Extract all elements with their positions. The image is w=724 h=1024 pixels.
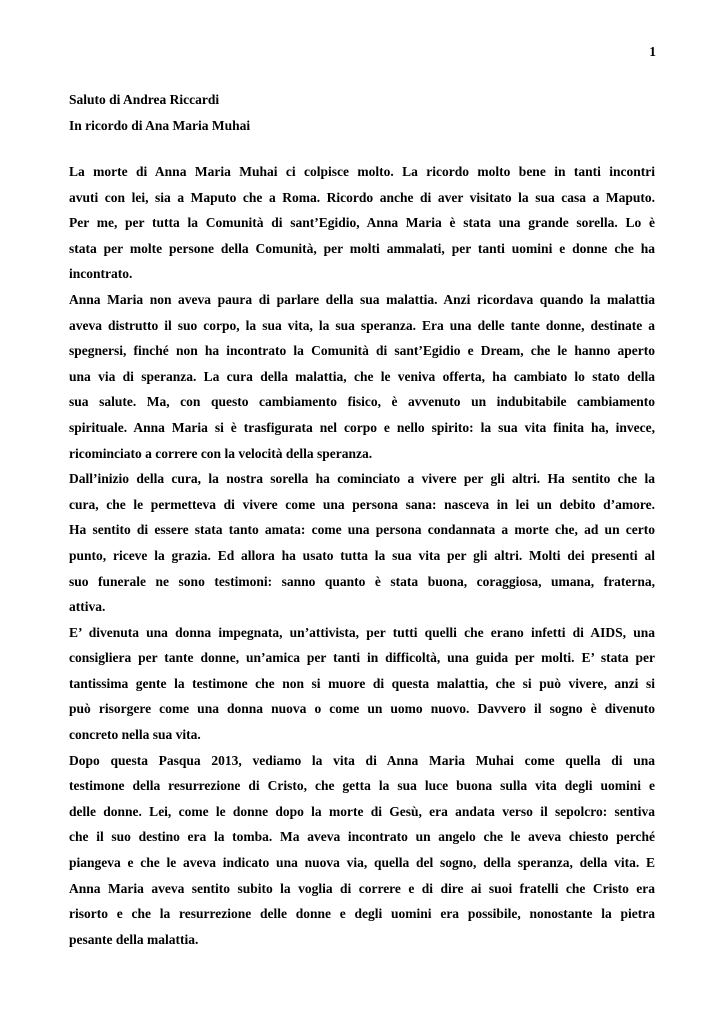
text-line: Ha sentito di essere stata tanto amata: come una persona condannata a morte che, ad un certo <box>69 522 655 538</box>
text-line: Per me, per tutta la Comunità di sant’Egidio, Anna Maria è stata una grande sorella. Lo è <box>69 215 655 231</box>
text-line: Anna Maria non aveva paura di parlare della sua malattia. Anzi ricordava quando la malattia <box>69 291 655 307</box>
letter-body <box>69 159 655 952</box>
text-line: consigliera per tante donne, un’amica per tanti in difficoltà, una guida per molti. E’ stata per <box>69 650 655 666</box>
text-line: Dopo questa Pasqua 2013, vediamo la vita di Anna Maria Muhai come quella di una <box>69 752 655 768</box>
text-line: La morte di Anna Maria Muhai ci colpisce molto. La ricordo molto bene in tanti incontri <box>69 164 655 179</box>
text-line: Dall’inizio della cura, la nostra sorella ha cominciato a vivere per gli altri. Ha sentito che la <box>69 471 655 487</box>
text-line: pesante della malattia. <box>69 931 199 947</box>
text-line: tantissima gente la testimone che non si muore di questa malattia, che si può vivere, anzi si <box>69 675 655 691</box>
text-line: suo funerale ne sono testimoni: sanno quanto è stata buona, coraggiosa, umana, fraterna, <box>69 573 655 589</box>
text-line: E’ divenuta una donna impegnata, un’attivista, per tutti quelli che erano infetti di AIDS, una <box>69 624 655 640</box>
text-line: punto, riceve la grazia. Ed allora ha usato tutta la sua vita per gli altri. Molti dei presenti al <box>69 547 655 563</box>
text-line: spirituale. Anna Maria si è trasfigurata nel corpo e nello spirito: la sua vita finita ha, invece, <box>69 419 655 435</box>
text-line: spegnersi, finché non ha incontrato la Comunità di sant’Egidio e Dream, che le hanno aperto <box>69 343 655 359</box>
paragraph <box>69 748 655 953</box>
paragraph <box>69 466 655 620</box>
text-line: testimone della resurrezione di Cristo, che getta la sua luce buona sulla vita degli uomini e <box>69 778 655 794</box>
text-line: che il suo destino era la tomba. Ma aveva incontrato un angelo che le aveva chiesto perché <box>69 829 655 845</box>
text-line: incontrato. <box>69 266 133 282</box>
text-line: attiva. <box>69 599 106 615</box>
text-line: può risorgere come una donna nuova o come un uomo nuovo. Davvero il sogno è divenuto <box>69 701 655 717</box>
text-line: aveva distrutto il suo corpo, la sua vita, la sua speranza. Era una delle tante donne, destinate a <box>69 317 655 333</box>
paragraph <box>69 159 655 287</box>
paragraph <box>69 287 655 466</box>
text-line: una via di speranza. La cura della malattia, che le veniva offerta, ha cambiato lo stato della <box>69 368 655 384</box>
greeting-title: Saluto di Andrea Riccardi <box>69 92 220 107</box>
text-line: risorto e che la resurrezione delle donne e degli uomini era possibile, nonostante la pietra <box>69 906 655 922</box>
text-line: cura, che le permetteva di vivere come una persona sana: nasceva in lei un debito d’amore. <box>69 496 655 512</box>
page-number: 1 <box>649 44 656 59</box>
memorial-subtitle: In ricordo di Ana Maria Muhai <box>69 117 251 133</box>
text-line: sua salute. Ma, con questo cambiamento fisico, è avvenuto un indubitabile cambiamento <box>69 394 655 410</box>
text-line: stata per molte persone della Comunità, per molti ammalati, per tanti uomini e donne che ha <box>69 240 655 256</box>
text-line: Anna Maria aveva sentito subito la voglia di correre e di dire ai suoi fratelli che Cristo era <box>69 880 655 896</box>
text-line: delle donne. Lei, come le donne dopo la morte di Gesù, era andata verso il sepolcro: sentiva <box>69 803 655 819</box>
text-line: avuti con lei, sia a Maputo che a Roma. Ricordo anche di aver visitato la sua casa a Maputo. <box>69 189 655 205</box>
text-line: piangeva e che le aveva indicato una nuova via, quella del sogno, della speranza, della vita. E <box>69 855 655 871</box>
paragraph <box>69 620 655 748</box>
text-line: concreto nella sua vita. <box>69 727 201 743</box>
document-header <box>69 87 655 138</box>
text-line: ricominciato a correre con la velocità della speranza. <box>69 445 373 461</box>
